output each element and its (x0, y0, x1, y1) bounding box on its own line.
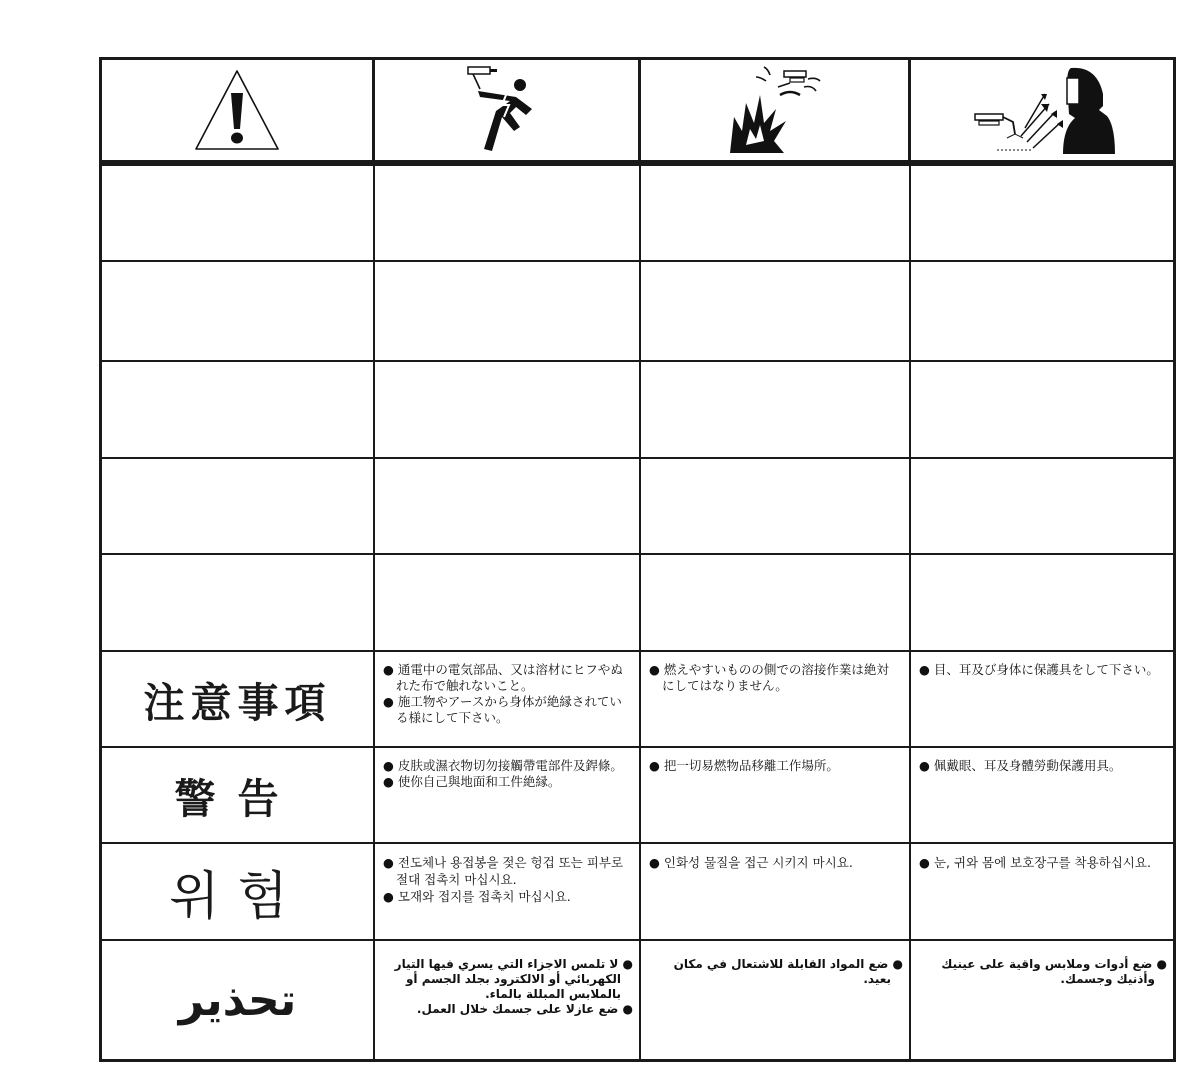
warning-triangle-icon (192, 67, 282, 153)
row-chinese (102, 748, 1173, 842)
fire-explosion-icon (720, 65, 830, 155)
electric-warning-zh: ● 皮肤或濕衣物切勿接觸帶電部件及銲條。 ● 使你自己與地面和工件絶縁。 (375, 748, 641, 842)
icon-row (102, 60, 1173, 160)
blank-row (102, 362, 1173, 457)
electric-warning-ko: ● 전도체나 용접봉을 젖은 헝겁 또는 피부로 절대 접촉치 마십시요. ● 모재와 접지를 접촉치 마십시요. (375, 844, 641, 939)
fire-warning-zh: ● 把一切易燃物品移離工作場所。 (641, 748, 911, 842)
blank-row (102, 166, 1173, 260)
protect-warning-ar: ● ضع أدوات وملابس واقية على عينيك وأذنيك وجسمك. (941, 957, 1167, 986)
welding-rays-icon (967, 64, 1117, 156)
label-arabic: تحذير (178, 974, 297, 1026)
fire-warning-ar: ● ضع المواد القابلة للاشتعال في مكان بعيد. (641, 941, 911, 1059)
row-arabic (102, 941, 1173, 1059)
electric-shock-icon (462, 65, 552, 155)
warning-table (99, 57, 1176, 1062)
row-japanese (102, 652, 1173, 746)
electric-warning-ar: ● لا تلمس الاجزاء التي يسري فيها التيار الكهربائي أو الالكترود بجلد الجسم أو بالملابس المبللة بالماء. ● ضع عازلا على جسمك خلال العمل. (375, 941, 641, 1059)
protect-warning-zh: ● 佩戴眼、耳及身體勞動保護用具。 (919, 758, 1122, 773)
fire-warning-ko: ● 인화성 물질을 접근 시키지 마시요. (641, 844, 911, 939)
protect-warning-ko: ● 눈, 귀와 몸에 보호장구를 착용하십시요. (919, 855, 1151, 870)
fire-warning-ja: ● 燃えやすいものの側での溶接作業は絶対にしてはなりません。 (641, 652, 911, 746)
blank-row (102, 262, 1173, 360)
row-korean (102, 844, 1173, 939)
blank-row (102, 459, 1173, 553)
label-japanese: 注意事項 (143, 678, 332, 727)
electric-warning-ja: ● 通電中の電気部品、又は溶材にヒフやぬれた布で触れないこと。 ● 施工物やアースから身体が絶縁されている様にして下さい。 (375, 652, 641, 746)
protect-warning-ja: ● 目、耳及び身体に保護具をして下さい。 (919, 662, 1159, 677)
label-korean: 위험 (169, 867, 306, 927)
label-chinese: 警告 (174, 774, 301, 823)
blank-row (102, 555, 1173, 650)
